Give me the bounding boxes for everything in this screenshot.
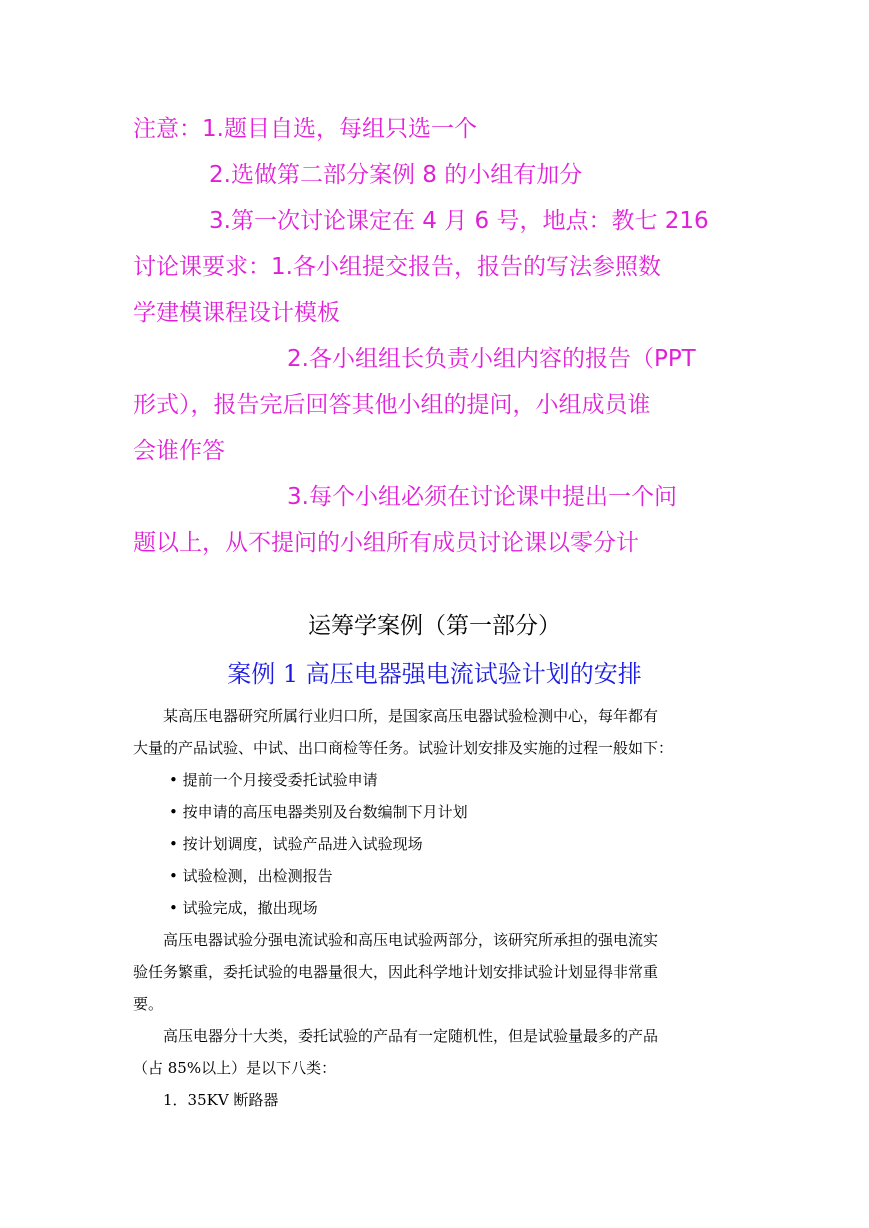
- bullet-item: • 试验完成，撤出现场: [169, 899, 318, 917]
- notice-line: 学建模课程设计模板: [133, 300, 340, 326]
- notice-line: 注意：1.题目自选，每组只选一个: [133, 116, 477, 142]
- notice-line: 3.第一次讨论课定在 4 月 6 号，地点：教七 216: [209, 208, 709, 234]
- notice-line: 2.各小组组长负责小组内容的报告（PPT: [287, 346, 696, 372]
- bullet-item: • 按计划调度，试验产品进入试验现场: [169, 835, 423, 853]
- bullet-item: • 按申请的高压电器类别及台数编制下月计划: [169, 803, 468, 821]
- notice-line: 会谁作答: [133, 438, 225, 464]
- list-item: 1．35KV 断路器: [163, 1091, 279, 1109]
- notice-line: 2.选做第二部分案例 8 的小组有加分: [209, 162, 583, 188]
- notice-line: 3.每个小组必须在讨论课中提出一个问: [287, 484, 677, 510]
- notice-line: 讨论课要求：1.各小组提交报告，报告的写法参照数: [133, 254, 661, 280]
- bullet-item: • 提前一个月接受委托试验申请: [169, 771, 378, 789]
- paragraph-line: 高压电器分十大类，委托试验的产品有一定随机性，但是试验量最多的产品: [163, 1027, 659, 1045]
- notice-line: 形式），报告完后回答其他小组的提问，小组成员谁: [133, 392, 651, 418]
- paragraph-line: 要。: [133, 995, 164, 1013]
- paragraph-line: 高压电器试验分强电流试验和高压电试验两部分，该研究所承担的强电流实: [163, 931, 659, 949]
- bullet-item: • 试验检测，出检测报告: [169, 867, 333, 885]
- notice-line: 题以上，从不提问的小组所有成员讨论课以零分计: [133, 530, 639, 556]
- paragraph-line: 大量的产品试验、中试、出口商检等任务。试验计划安排及实施的过程一般如下：: [133, 739, 674, 757]
- case-title: 案例 1 高压电器强电流试验计划的安排: [227, 660, 642, 688]
- paragraph-line: （占 85%以上）是以下八类：: [133, 1059, 337, 1077]
- paragraph-line: 某高压电器研究所属行业归口所，是国家高压电器试验检测中心，每年都有: [163, 707, 659, 725]
- paragraph-line: 验任务繁重，委托试验的电器量很大，因此科学地计划安排试验计划显得非常重: [133, 963, 659, 981]
- section-title: 运筹学案例（第一部分）: [308, 613, 561, 639]
